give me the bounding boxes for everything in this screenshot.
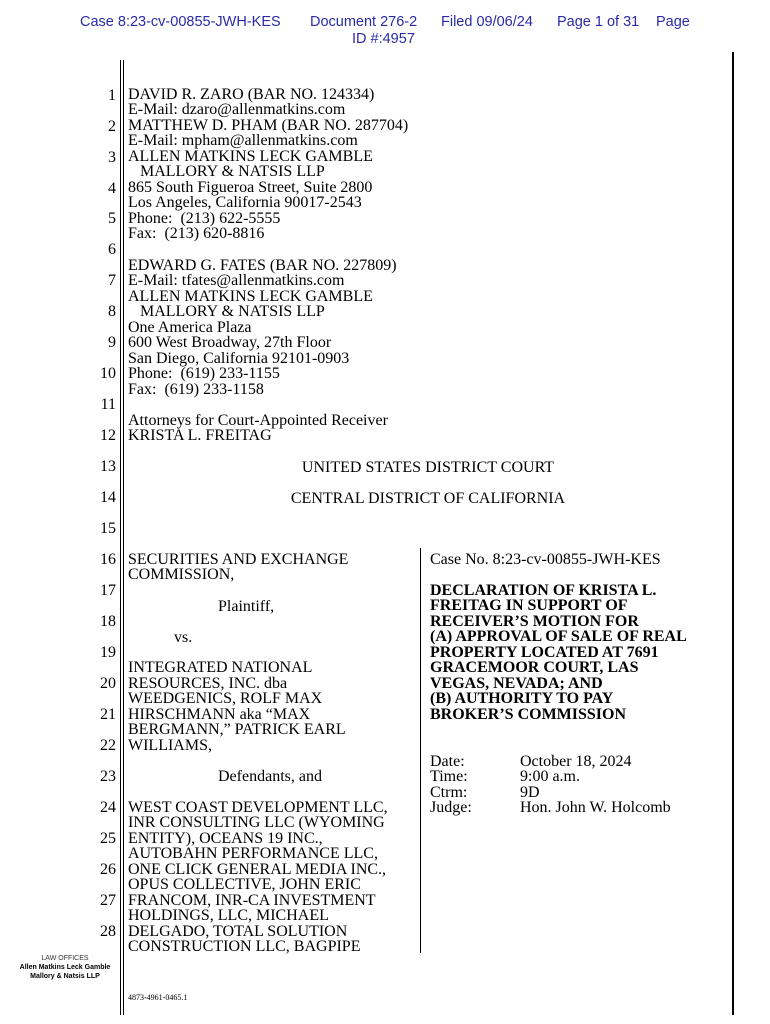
relief-defendant-name: FRANCOM, INR-CA INVESTMENT	[128, 892, 376, 909]
relief-defendant-name: DELGADO, TOTAL SOLUTION	[128, 923, 348, 940]
hearing-time-label: Time:	[430, 768, 468, 785]
court-name: UNITED STATES DISTRICT COURT	[301, 459, 555, 476]
line-number: 4	[108, 180, 116, 197]
document-id: 4873-4961-0465.1	[128, 993, 188, 1002]
counsel-line: EDWARD G. FATES (BAR NO. 227809)	[128, 257, 397, 274]
relief-defendant-name: HOLDINGS, LLC, MICHAEL	[128, 907, 329, 924]
hearing-time-value: 9:00 a.m.	[520, 768, 580, 785]
relief-defendant-name: OPUS COLLECTIVE, JOHN ERIC	[128, 876, 361, 893]
line-number: 5	[108, 210, 116, 227]
line-number: 3	[108, 149, 116, 166]
defendant-name: WILLIAMS,	[128, 737, 212, 754]
firm-name	[10, 964, 120, 981]
counsel-line: 865 South Figueroa Street, Suite 2800	[128, 179, 373, 196]
document-title-line: GRACEMOOR COURT, LAS	[430, 659, 639, 676]
plaintiff-name: COMMISSION,	[128, 566, 235, 583]
versus-label: vs.	[174, 629, 193, 646]
hearing-judge-label: Judge:	[430, 799, 472, 816]
document-title-line: PROPERTY LOCATED AT 7691	[430, 644, 659, 661]
line-number: 25	[100, 830, 116, 847]
relief-defendant-name: INR CONSULTING LLC (WYOMING	[128, 814, 385, 831]
line-number: 8	[108, 303, 116, 320]
line-number: 26	[100, 861, 116, 878]
defendants-label: Defendants, and	[218, 768, 322, 785]
document-title-line: (A) APPROVAL OF SALE OF REAL	[430, 628, 687, 645]
line-number: 10	[100, 365, 116, 382]
attorneys-for-line: KRISTA L. FREITAG	[128, 427, 272, 444]
line-number: 16	[100, 551, 116, 568]
firm-name-line: Allen Matkins Leck Gamble	[19, 964, 111, 971]
line-number: 13	[100, 458, 116, 475]
defendant-name: INTEGRATED NATIONAL	[128, 659, 313, 676]
counsel-line: Fax: (213) 620-8816	[128, 225, 265, 242]
counsel-line: DAVID R. ZARO (BAR NO. 124334)	[128, 86, 375, 103]
firm-name-line: Mallory & Natsis LLP	[30, 972, 100, 980]
line-number: 24	[100, 799, 116, 816]
plaintiff-name: SECURITIES AND EXCHANGE	[128, 551, 349, 568]
counsel-line: Los Angeles, California 90017-2543	[128, 194, 362, 211]
relief-defendant-name: WEST COAST DEVELOPMENT LLC,	[128, 799, 388, 816]
relief-defendant-name: AUTOBAHN PERFORMANCE LLC,	[128, 845, 378, 862]
header-document-number: Document 276-2	[310, 14, 418, 30]
counsel-line: MATTHEW D. PHAM (BAR NO. 287704)	[128, 117, 409, 134]
line-number: 21	[100, 706, 116, 723]
court-district: CENTRAL DISTRICT OF CALIFORNIA	[290, 490, 566, 507]
line-number: 19	[100, 644, 116, 661]
relief-defendant-name: ENTITY), OCEANS 19 INC.,	[128, 830, 323, 847]
line-number: 7	[108, 272, 116, 289]
counsel-line: ALLEN MATKINS LECK GAMBLE	[128, 288, 373, 305]
counsel-line: Fax: (619) 233-1158	[128, 381, 264, 398]
caption-divider	[420, 548, 421, 953]
counsel-line: MALLORY & NATSIS LLP	[128, 303, 325, 320]
plaintiff-label: Plaintiff,	[218, 598, 275, 615]
line-number: 28	[100, 923, 116, 940]
defendant-name: WEEDGENICS, ROLF MAX	[128, 690, 323, 707]
law-offices-label: LAW OFFICES	[41, 955, 89, 962]
counsel-line: 600 West Broadway, 27th Floor	[128, 334, 332, 351]
line-number: 1	[108, 87, 116, 104]
counsel-line: E-Mail: mpham@allenmatkins.com	[128, 132, 358, 149]
relief-defendant-name: ONE CLICK GENERAL MEDIA INC.,	[128, 861, 387, 878]
counsel-line: E-Mail: dzaro@allenmatkins.com	[128, 101, 346, 118]
counsel-line: San Diego, California 92101-0903	[128, 350, 350, 367]
line-number: 12	[100, 427, 116, 444]
line-number: 14	[100, 489, 116, 506]
attorneys-for-line: Attorneys for Court-Appointed Receiver	[128, 412, 388, 429]
header-page-word: Page	[656, 14, 690, 30]
line-number: 15	[100, 520, 116, 537]
header-id-line: ID #:4957	[352, 31, 415, 47]
counsel-line: One America Plaza	[128, 319, 252, 336]
hearing-courtroom-value: 9D	[520, 784, 540, 801]
line-number: 17	[100, 582, 116, 599]
line-number: 22	[100, 737, 116, 754]
line-number: 11	[100, 396, 116, 413]
left-margin-rule-inner	[123, 60, 124, 1015]
line-number: 20	[100, 675, 116, 692]
header-case-number: Case 8:23-cv-00855-JWH-KES	[80, 14, 281, 30]
hearing-date-value: October 18, 2024	[520, 753, 632, 770]
document-title-line: VEGAS, NEVADA; AND	[430, 675, 603, 692]
line-number: 9	[108, 334, 116, 351]
line-number: 27	[100, 892, 116, 909]
hearing-judge-value: Hon. John W. Holcomb	[520, 799, 671, 816]
document-title-line: FREITAG IN SUPPORT OF	[430, 597, 628, 614]
line-number: 6	[108, 241, 116, 258]
line-number: 2	[108, 118, 116, 135]
hearing-courtroom-label: Ctrm:	[430, 784, 468, 801]
counsel-line: MALLORY & NATSIS LLP	[128, 163, 325, 180]
right-margin-rule	[732, 52, 734, 1015]
counsel-line: Phone: (213) 622-5555	[128, 210, 281, 227]
relief-defendant-name: CONSTRUCTION LLC, BAGPIPE	[128, 938, 361, 955]
header-page-count: Page 1 of 31	[557, 14, 640, 30]
document-title-line: (B) AUTHORITY TO PAY	[430, 690, 614, 707]
counsel-line: Phone: (619) 233-1155	[128, 365, 280, 382]
line-number: 18	[100, 613, 116, 630]
defendant-name: RESOURCES, INC. dba	[128, 675, 288, 692]
document-title-line: BROKER’S COMMISSION	[430, 706, 627, 723]
counsel-line: E-Mail: tfates@allenmatkins.com	[128, 272, 345, 289]
header-filed-date: Filed 09/06/24	[441, 14, 533, 30]
left-margin-rule-outer	[120, 60, 121, 1015]
case-number: Case No. 8:23-cv-00855-JWH-KES	[430, 551, 661, 568]
document-title-line: RECEIVER’S MOTION FOR	[430, 613, 639, 630]
defendant-name: HIRSCHMANN aka “MAX	[128, 706, 311, 723]
defendant-name: BERGMANN,” PATRICK EARL	[128, 721, 346, 738]
counsel-line: ALLEN MATKINS LECK GAMBLE	[128, 148, 373, 165]
document-title-line: DECLARATION OF KRISTA L.	[430, 582, 657, 599]
line-number: 23	[100, 768, 116, 785]
hearing-date-label: Date:	[430, 753, 465, 770]
